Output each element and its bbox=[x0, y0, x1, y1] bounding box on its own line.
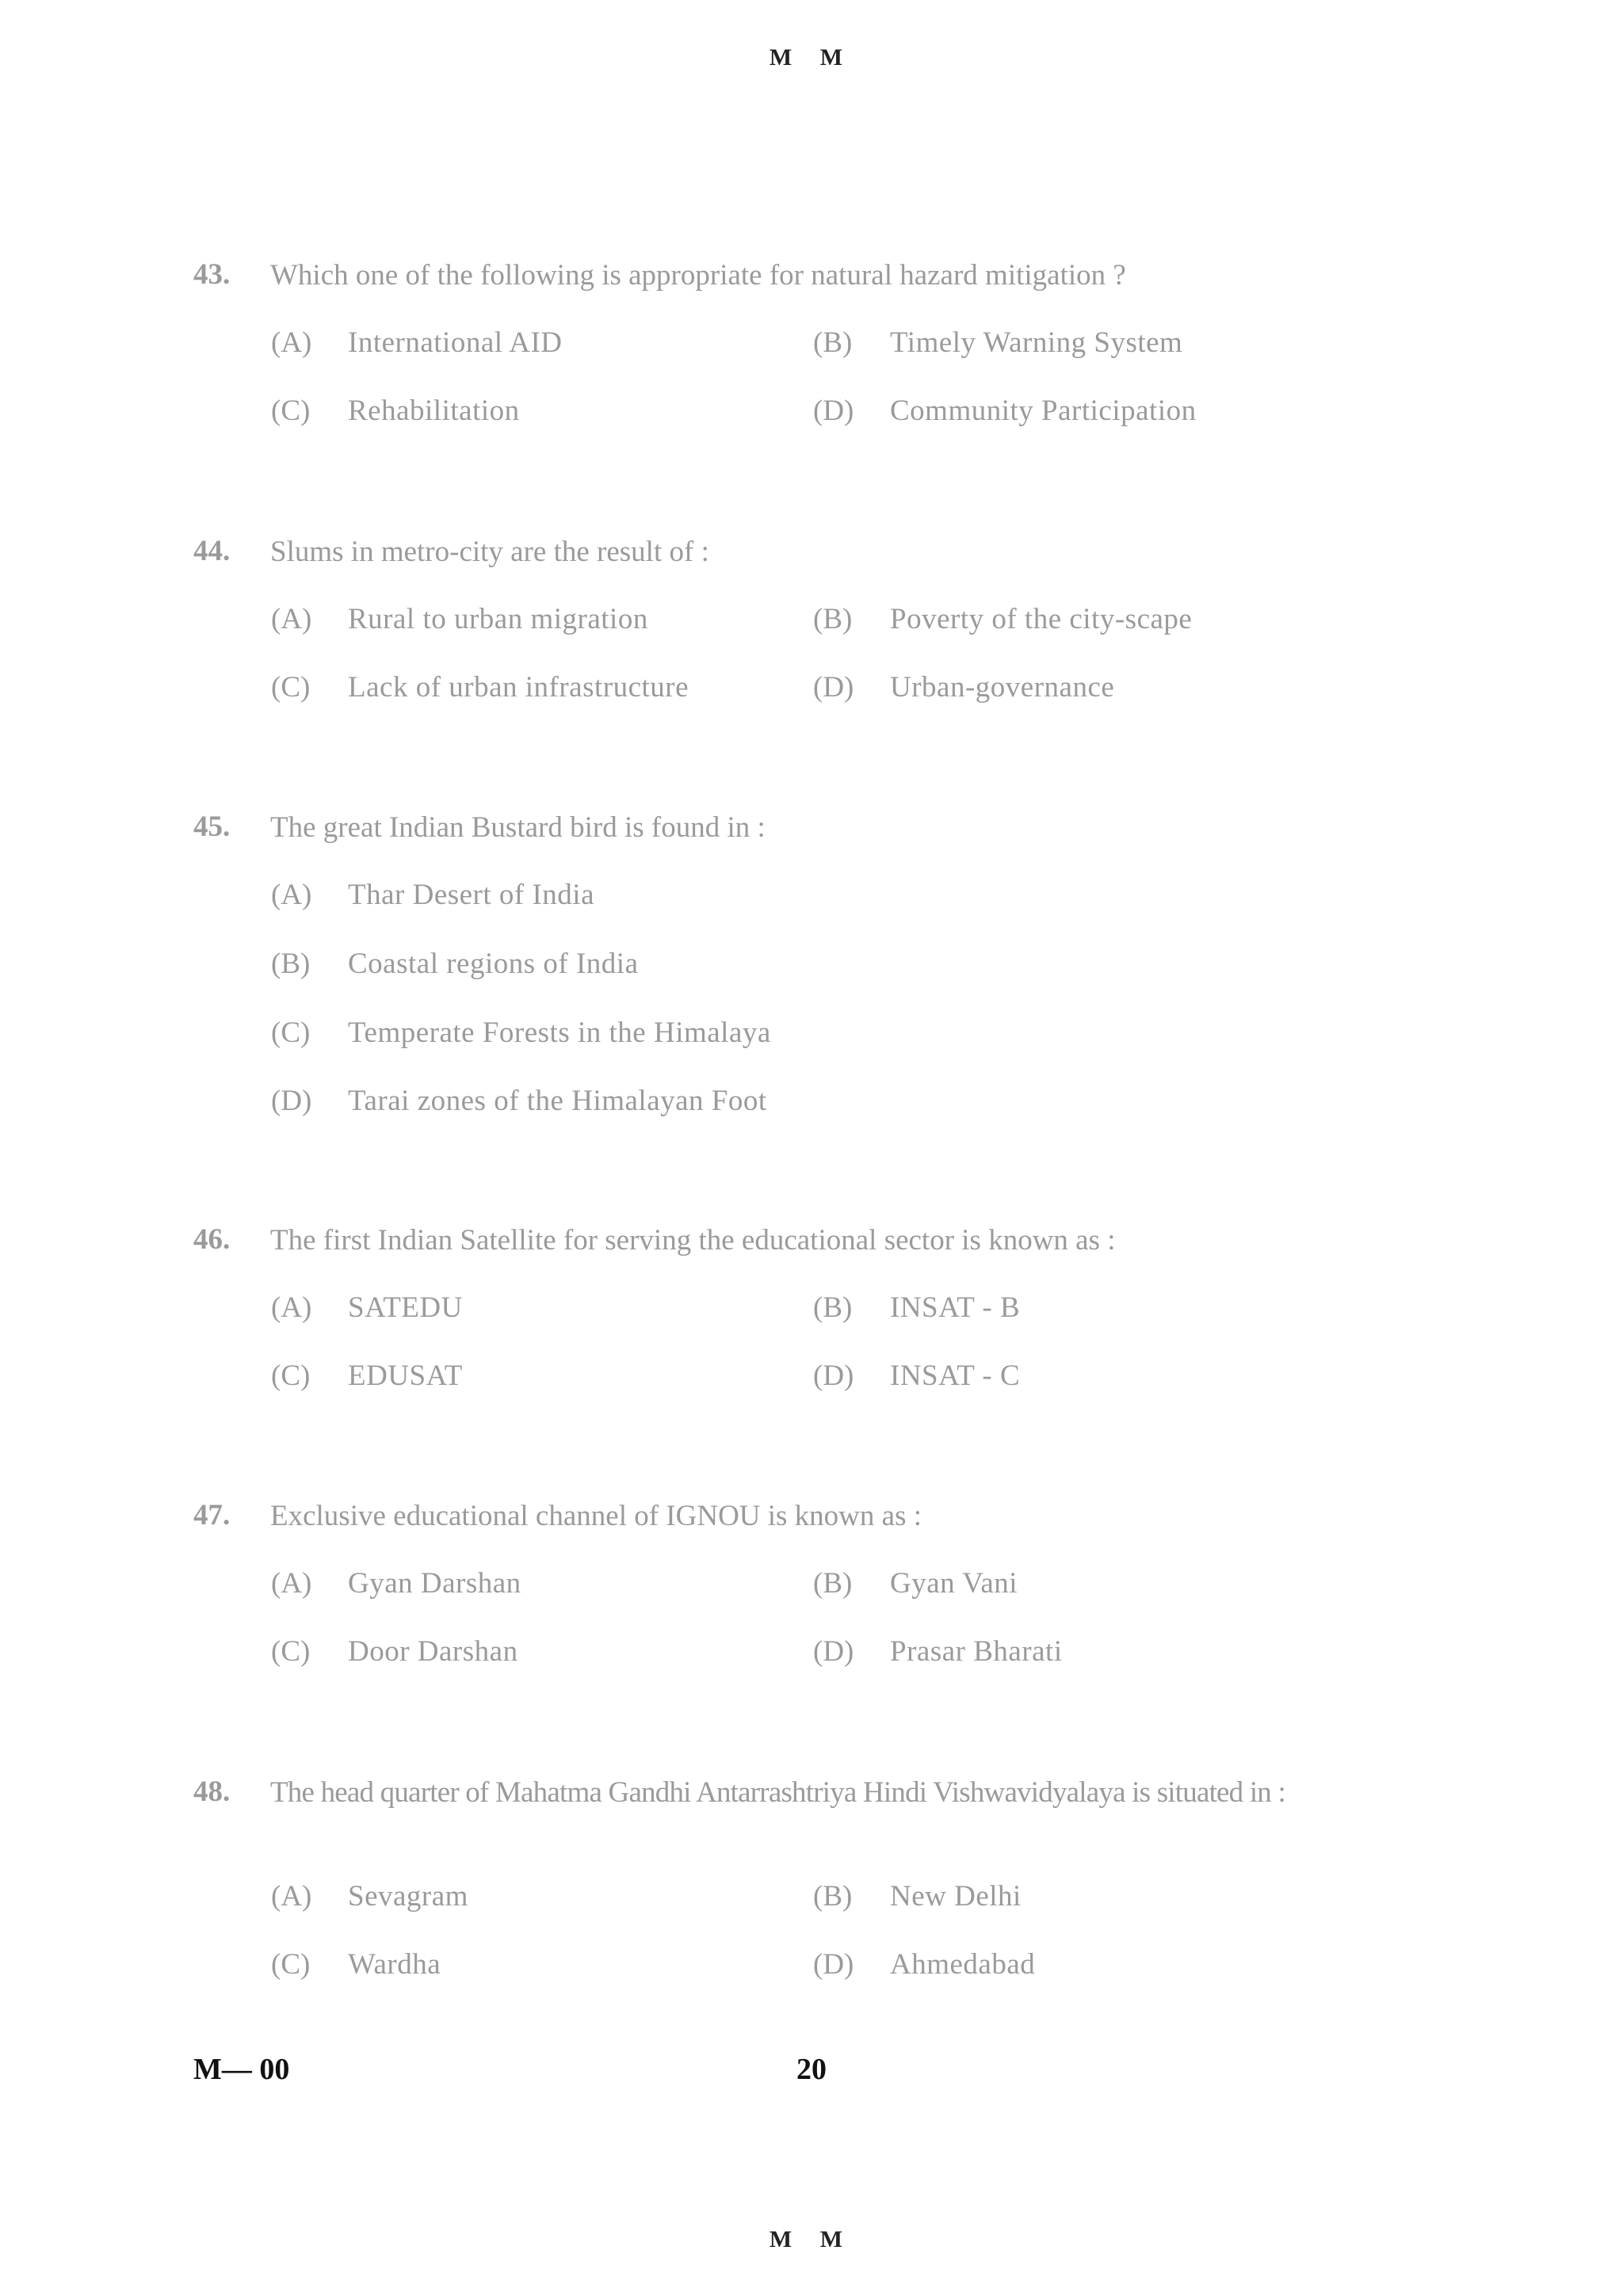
option-text: Timely Warning System bbox=[890, 326, 1183, 359]
option-text: EDUSAT bbox=[348, 1360, 463, 1392]
option-text: Community Participation bbox=[890, 395, 1197, 427]
question-number: 44. bbox=[193, 535, 231, 567]
option-key: (A) bbox=[271, 1567, 312, 1600]
question-number: 47. bbox=[193, 1499, 231, 1531]
option-key: (D) bbox=[271, 1085, 312, 1117]
question-text: Exclusive educational channel of IGNOU is known as : bbox=[270, 1500, 922, 1532]
option-text: SATEDU bbox=[348, 1291, 463, 1324]
question-number: 45. bbox=[193, 810, 231, 843]
option-text: Lack of urban infrastructure bbox=[348, 671, 689, 704]
option-key: (D) bbox=[813, 1948, 854, 1981]
header-watermark: M M bbox=[769, 44, 854, 71]
option-text: Door Darshan bbox=[348, 1635, 518, 1668]
option-key: (A) bbox=[271, 879, 312, 911]
option-key: (B) bbox=[813, 1880, 853, 1913]
option-text: Prasar Bharati bbox=[890, 1635, 1063, 1668]
option-key: (C) bbox=[271, 671, 311, 704]
option-text: INSAT - B bbox=[890, 1291, 1021, 1324]
option-text: Coastal regions of India bbox=[348, 948, 639, 980]
option-text: Sevagram bbox=[348, 1880, 468, 1913]
option-key: (B) bbox=[813, 1291, 853, 1324]
question-text: Which one of the following is appropriate for natural hazard mitigation ? bbox=[270, 259, 1126, 292]
option-key: (D) bbox=[813, 395, 854, 427]
option-text: Temperate Forests in the Himalaya bbox=[348, 1016, 771, 1049]
option-key: (C) bbox=[271, 1635, 311, 1668]
option-key: (D) bbox=[813, 1360, 854, 1392]
option-key: (B) bbox=[271, 948, 311, 980]
question-text: The great Indian Bustard bird is found in : bbox=[270, 811, 766, 844]
paper-code: M— 00 bbox=[193, 2053, 290, 2086]
option-key: (D) bbox=[813, 671, 854, 704]
option-text: Ahmedabad bbox=[890, 1948, 1036, 1981]
page-number: 20 bbox=[796, 2053, 827, 2086]
option-text: Gyan Vani bbox=[890, 1567, 1018, 1600]
option-text: Tarai zones of the Himalayan Foot bbox=[348, 1085, 767, 1117]
option-key: (D) bbox=[813, 1635, 854, 1668]
option-text: Rehabilitation bbox=[348, 395, 520, 427]
option-text: INSAT - C bbox=[890, 1360, 1021, 1392]
option-key: (A) bbox=[271, 603, 312, 635]
option-text: Thar Desert of India bbox=[348, 879, 595, 911]
option-key: (A) bbox=[271, 326, 312, 359]
option-key: (C) bbox=[271, 1016, 311, 1049]
option-text: Urban-governance bbox=[890, 671, 1115, 704]
footer-watermark: M M bbox=[769, 2226, 854, 2252]
question-text: The first Indian Satellite for serving the educational sector is known as : bbox=[270, 1224, 1116, 1257]
option-text: Gyan Darshan bbox=[348, 1567, 521, 1600]
option-key: (C) bbox=[271, 1360, 311, 1392]
option-text: Rural to urban migration bbox=[348, 603, 648, 635]
option-text: New Delhi bbox=[890, 1880, 1022, 1913]
question-number: 43. bbox=[193, 258, 231, 291]
option-key: (B) bbox=[813, 603, 853, 635]
option-key: (A) bbox=[271, 1880, 312, 1913]
option-text: Poverty of the city-scape bbox=[890, 603, 1193, 635]
option-text: Wardha bbox=[348, 1948, 441, 1981]
question-number: 46. bbox=[193, 1223, 231, 1256]
option-key: (B) bbox=[813, 1567, 853, 1600]
option-text: International AID bbox=[348, 326, 563, 359]
question-text: The head quarter of Mahatma Gandhi Antarrashtriya Hindi Vishwavidyalaya is situated in : bbox=[270, 1776, 1285, 1809]
option-key: (C) bbox=[271, 1948, 311, 1981]
question-text: Slums in metro-city are the result of : bbox=[270, 536, 709, 568]
option-key: (B) bbox=[813, 326, 853, 359]
question-number: 48. bbox=[193, 1775, 231, 1808]
option-key: (C) bbox=[271, 395, 311, 427]
option-key: (A) bbox=[271, 1291, 312, 1324]
